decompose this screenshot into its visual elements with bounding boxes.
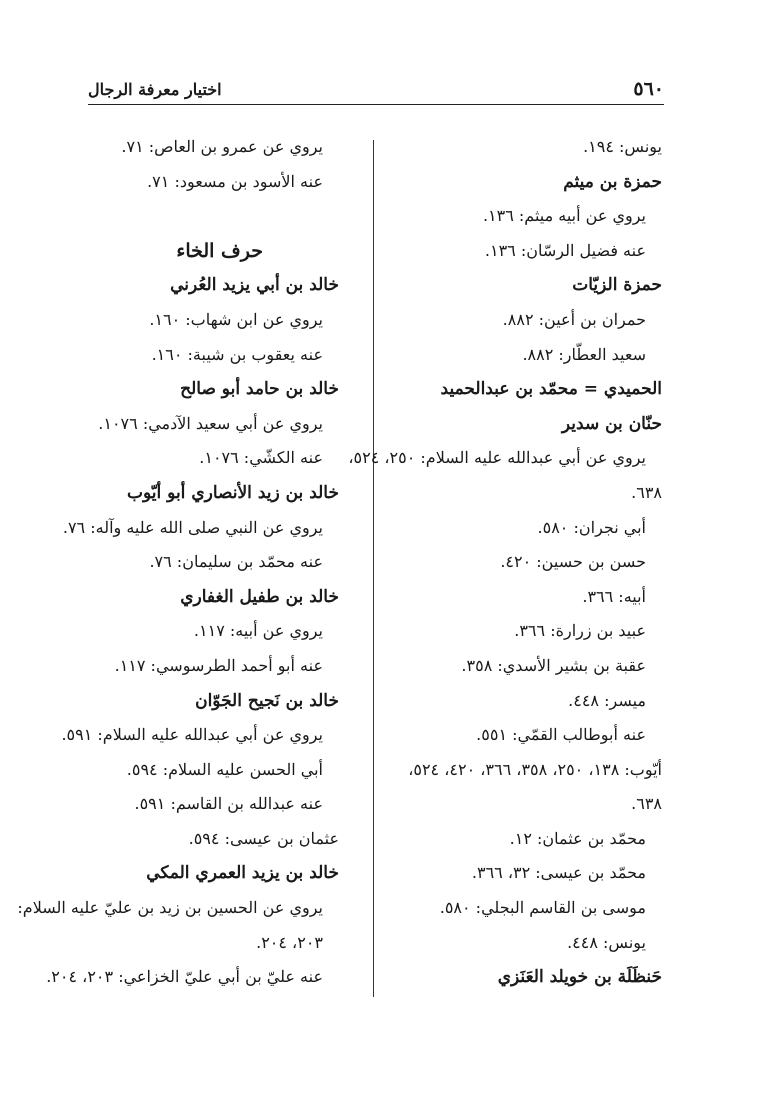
section-heading: حرف الخاء (176, 239, 263, 262)
entry-heading: حمزة الزيّات (572, 275, 662, 296)
entry-line: موسى بن القاسم البجلي: ٥٨٠. (439, 898, 646, 918)
page-number: ٥٦٠ (633, 78, 664, 100)
entry-line: يروي عن أبي عبدالله عليه السلام: ٢٥٠، ٥٢٤، (348, 448, 646, 468)
right-column (348, 130, 662, 995)
entry-line: عنه فضيل الرسّان: ١٣٦. (484, 240, 646, 260)
entry-heading: حنّان بن سدير (561, 413, 662, 434)
entry-line: ٦٣٨. (631, 794, 662, 814)
entry-line: عنه يعقوب بن شيبة: ١٦٠. (151, 344, 323, 364)
entry-line: أبي نجران: ٥٨٠. (537, 517, 646, 537)
entry-line: يونس: ٤٤٨. (567, 932, 646, 952)
entry-line: عقبة بن بشير الأسدي: ٣٥٨. (461, 655, 646, 675)
entry-line: أبيه: ٣٦٦. (582, 586, 646, 606)
running-title: اختيار معرفة الرجال (88, 80, 222, 99)
entry-line: حمران بن أعين: ٨٨٢. (502, 309, 646, 329)
entry-line: ٢٠٣، ٢٠٤. (256, 932, 323, 952)
entry-heading: خالد بن أبي يزيد العُرني (170, 275, 339, 296)
entry-line: يروي عن عمرو بن العاص: ٧١. (121, 137, 323, 156)
entry-line: محمّد بن عثمان: ١٢. (509, 828, 646, 848)
entry-line: حسن بن حسين: ٤٢٠. (500, 552, 646, 572)
entry-line: عنه أبوطالب القمّي: ٥٥١. (476, 725, 646, 745)
entry-heading: خالد بن طفيل الغفاري (180, 586, 339, 607)
entry-line: يروي عن أبيه: ١١٧. (193, 621, 323, 641)
entry-line: أيّوب: ١٣٨، ٢٥٠، ٣٥٨، ٣٦٦، ٤٢٠، ٥٢٤، (408, 759, 662, 779)
entry-line: عثمان بن عيسى: ٥٩٤. (188, 828, 339, 848)
entry-heading: خالد بن نَجيح الجَوّان (195, 690, 339, 711)
entry-line: يونس: ١٩٤. (583, 137, 662, 156)
entry-heading: حمزة بن ميثم (563, 171, 662, 192)
entry-line: يروي عن الحسين بن زيد بن عليّ عليه السلام: (17, 898, 323, 918)
entry-line: يروي عن ابن شهاب: ١٦٠. (149, 309, 323, 329)
entry-line: عنه عبدالله بن القاسم: ٥٩١. (134, 794, 323, 814)
left-column (17, 130, 339, 995)
entry-heading: خالد بن حامد أبو صالح (180, 379, 339, 400)
page-header (88, 76, 664, 105)
column-divider (373, 140, 374, 997)
entry-heading: الحميدي = محمّد بن عبدالحميد (440, 379, 662, 400)
entry-line: عنه الكشّي: ١٠٧٦. (199, 448, 323, 468)
entry-line: عنه محمّد بن سليمان: ٧٦. (149, 552, 323, 572)
entry-line: يروي عن أبي سعيد الآدمي: ١٠٧٦. (98, 413, 323, 433)
entry-line: عبيد بن زرارة: ٣٦٦. (514, 621, 646, 641)
entry-line: عنه عليّ بن أبي عليّ الخزاعي: ٢٠٣، ٢٠٤. (46, 967, 323, 987)
entry-heading: خالد بن زيد الأنصاري أبو أيّوب (127, 482, 339, 503)
entry-line: ٦٣٨. (631, 482, 662, 502)
entry-line: سعيد العطّار: ٨٨٢. (522, 344, 646, 364)
entry-line: أبي الحسن عليه السلام: ٥٩٤. (126, 759, 323, 779)
entry-line: يروي عن أبي عبدالله عليه السلام: ٥٩١. (61, 725, 323, 745)
spacer (86, 199, 339, 234)
entry-line: يروي عن النبي صلى الله عليه وآله: ٧٦. (62, 517, 323, 537)
entry-heading: خالد بن يزيد العمري المكي (146, 863, 339, 884)
entry-line: عنه الأسود بن مسعود: ٧١. (147, 171, 323, 191)
entry-line: ميسر: ٤٤٨. (568, 690, 646, 710)
entry-heading: حَنظَلَة بن خويلد العَنَزي (497, 967, 662, 988)
entry-line: عنه أبو أحمد الطرسوسي: ١١٧. (114, 655, 323, 675)
entry-line: يروي عن أبيه ميثم: ١٣٦. (482, 206, 646, 226)
entry-line: محمّد بن عيسى: ٣٢، ٣٦٦. (471, 863, 646, 883)
